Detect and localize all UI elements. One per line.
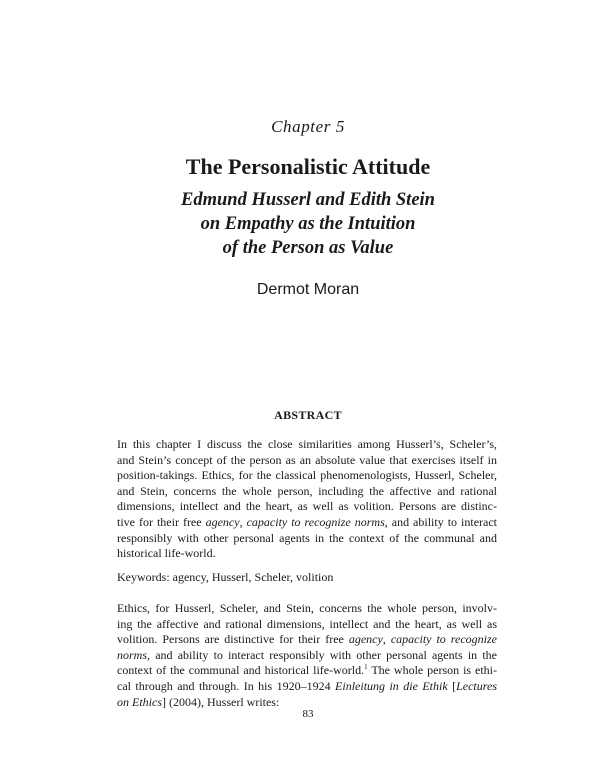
body-text: , <box>382 632 391 647</box>
body-text: , and ability to interact responsibly with other personal agents in the <box>147 647 497 662</box>
chapter-title: The Personalistic Attitude <box>185 154 431 179</box>
abstract-text: , <box>239 514 247 529</box>
emphasis-capacity: capacity to recognize <box>390 632 498 647</box>
abstract-line: and Stein’s concept of the person as an absolute value that exercises itself in <box>117 452 497 467</box>
body-text: ] (2004), Husserl writes: <box>162 694 280 709</box>
footnote-marker[interactable]: 1 <box>364 663 368 672</box>
body-line: Ethics, for Husserl, Scheler, and Stein, concerns the whole person, involv- <box>117 601 497 615</box>
author-name: Dermot Moran <box>256 281 360 298</box>
subtitle-line: of the Person as Value <box>222 238 394 258</box>
body-line <box>117 663 497 679</box>
chapter-label: Chapter 5 <box>271 117 345 136</box>
body-text: volition. Persons are distinctive for their free <box>117 632 349 647</box>
abstract-line: historical life-world. <box>117 546 216 561</box>
emphasis-norms: capacity to recognize norms <box>246 514 385 529</box>
body-paragraph <box>117 601 497 710</box>
body-text: The whole person is ethi- <box>367 663 497 678</box>
subtitle-line: on Empathy as the Intuition <box>200 214 416 234</box>
body-line: ing the affective and rational dimensions, intellect and the heart, as well as <box>117 616 497 631</box>
abstract-line: and Stein, concerns the whole person, including the affective and rational <box>117 483 497 498</box>
book-title-lectures: Lectures <box>456 678 497 693</box>
keywords <box>117 570 497 586</box>
abstract-line: dimensions, intellect and the heart, as well as volition. Persons are distinc- <box>117 499 497 514</box>
book-title-einleitung: Einleitung in die Ethik <box>335 678 448 693</box>
body-line <box>117 632 497 648</box>
abstract-line: In this chapter I discuss the close similarities among Husserl’s, Scheler’s, <box>117 437 497 451</box>
body-text: cal through and through. In his 1920–1924 <box>117 678 336 693</box>
body-line <box>117 648 497 664</box>
body-text: context of the communal and historical life-world. <box>117 663 365 678</box>
abstract-line: position-takings. Ethics, for the classical phenomenologists, Husserl, Scheler, <box>117 468 497 483</box>
abstract-body <box>117 437 497 562</box>
body-line <box>117 679 497 695</box>
subtitle-line: Edmund Husserl and Edith Stein <box>181 190 435 210</box>
emphasis-norms: norms <box>117 647 148 662</box>
abstract-heading: ABSTRACT <box>274 408 342 422</box>
keywords-line: Keywords: agency, Husserl, Scheler, volition <box>117 570 334 584</box>
chapter-subtitle <box>0 188 600 260</box>
body-text: [ <box>447 678 457 693</box>
emphasis-agency: agency <box>205 514 240 529</box>
abstract-text: tive for their free <box>117 514 206 529</box>
emphasis-agency: agency <box>348 632 383 647</box>
abstract-line <box>117 515 497 531</box>
page-number: 83 <box>302 708 314 720</box>
book-title-lectures: on Ethics <box>117 694 162 709</box>
abstract-line: responsibly with other personal agents in the context of the communal and <box>117 530 497 545</box>
abstract-text: , and ability to interact <box>384 514 498 529</box>
